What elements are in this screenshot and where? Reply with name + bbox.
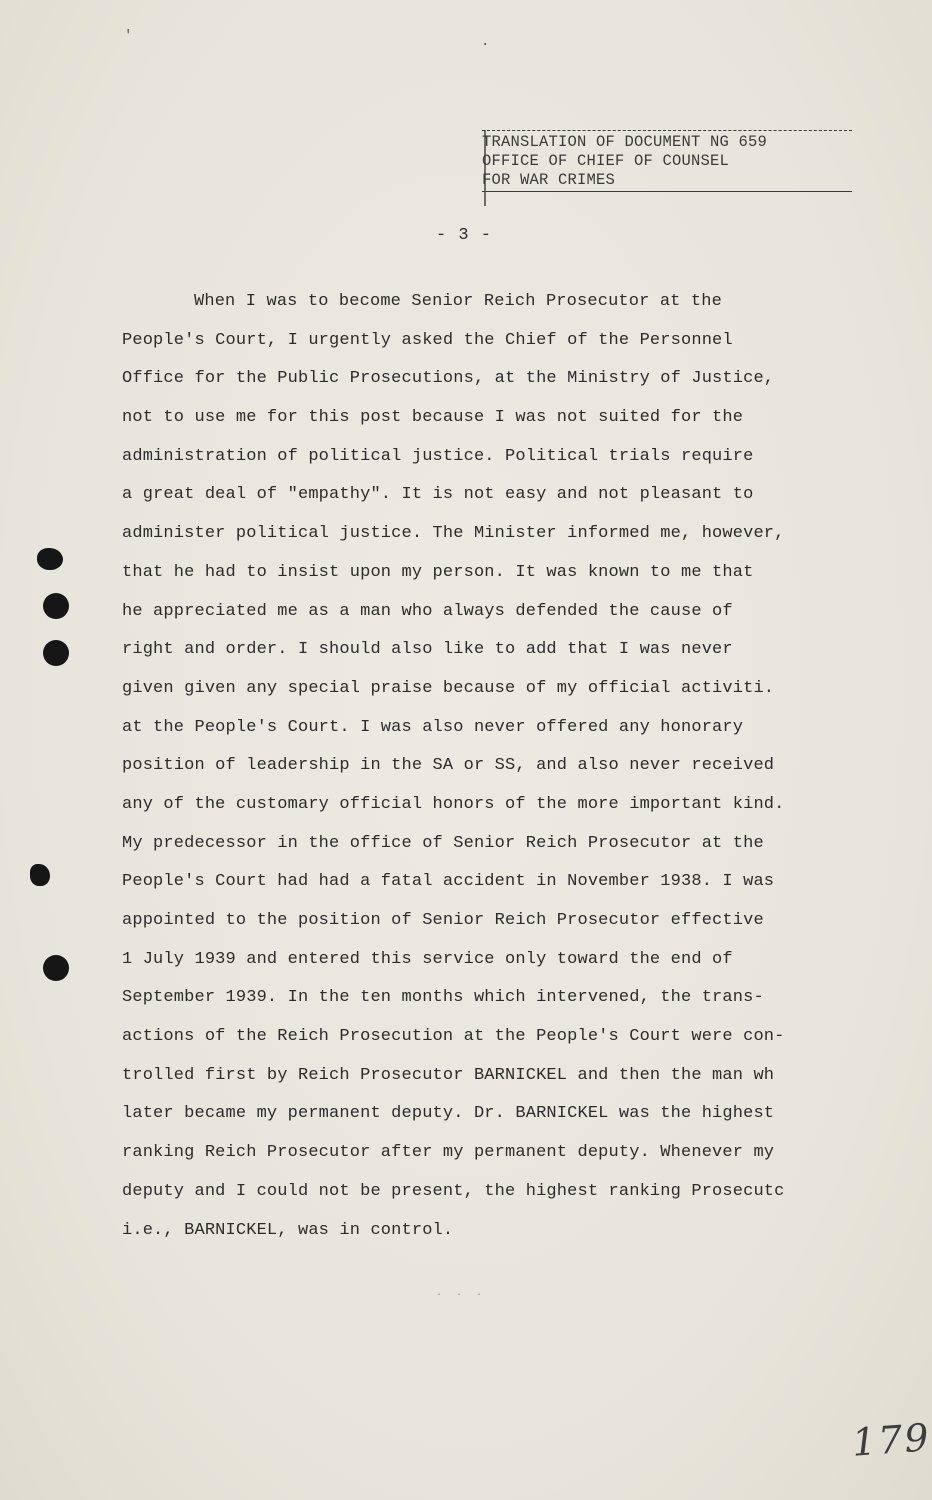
text-line: administer political justice. The Minister informed me, however, [122,524,785,544]
stray-mark-icon: ' [124,28,133,44]
stray-mark-icon: . [481,34,490,50]
header-line-2: OFFICE OF CHIEF OF COUNSEL [482,152,730,170]
text-line: 1 July 1939 and entered this service only toward the end of [122,949,733,969]
punch-hole-icon [43,955,69,981]
punch-hole-icon [30,864,50,886]
text-line: given given any special praise because of my official activiti. [122,678,775,698]
handwritten-page-number: 179 [850,1415,932,1465]
text-line: right and order. I should also like to add that I was never [122,640,733,660]
text-line: deputy and I could not be present, the highest ranking Prosecutc [122,1181,785,1201]
text-line: a great deal of "empathy". It is not easy and not pleasant to [122,485,754,505]
text-line: Office for the Public Prosecutions, at the Ministry of Justice, [122,369,775,389]
text-line: at the People's Court. I was also never offered any honorary [122,717,744,737]
text-line: People's Court had had a fatal accident in November 1938. I was [122,872,775,892]
text-line: actions of the Reich Prosecution at the People's Court were con- [122,1027,785,1047]
text-line: appointed to the position of Senior Reich Prosecutor effective [122,911,764,930]
text-line: position of leadership in the SA or SS, and also never received [122,756,775,776]
text-line: any of the customary official honors of the more important kind. [122,794,785,814]
text-line: i.e., BARNICKEL, was in control. [122,1220,454,1240]
punch-hole-icon [37,548,63,570]
text-line: September 1939. In the ten months which intervened, the trans- [122,988,764,1008]
punch-hole-icon [43,640,69,666]
text-line: trolled first by Reich Prosecutor BARNICKEL and then the man wh [122,1065,775,1085]
text-line: People's Court, I urgently asked the Chief of the Personnel [122,330,733,350]
ink-smudge-icon: · · · [436,1290,487,1301]
text-line: that he had to insist upon my person. It was known to me that [122,562,754,582]
text-line: later became my permanent deputy. Dr. BARNICKEL was the highest [122,1104,775,1124]
text-line: When I was to become Senior Reich Prosecutor at the [194,292,722,311]
text-line: administration of political justice. Political trials require [122,446,754,466]
translation-header [482,130,852,192]
text-line: ranking Reich Prosecutor after my permanent deputy. Whenever my [122,1143,775,1163]
text-line: not to use me for this post because I was not suited for the [122,408,744,428]
text-line: My predecessor in the office of Senior Reich Prosecutor at the [122,833,764,853]
body-paragraph [122,283,882,1250]
page-number: - 3 - [436,226,493,245]
text-line: he appreciated me as a man who always defended the cause of [122,601,733,621]
header-line-1: TRANSLATION OF DOCUMENT NG 659 [482,133,768,151]
punch-hole-icon [43,593,69,619]
header-line-3: FOR WAR CRIMES [482,171,616,189]
